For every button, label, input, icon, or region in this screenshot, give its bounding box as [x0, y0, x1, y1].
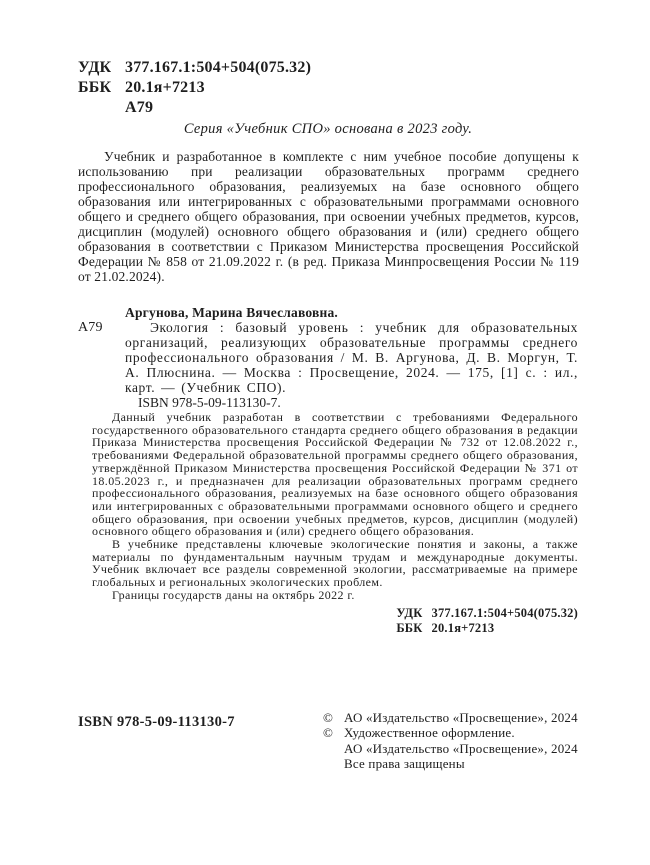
bottom-bbk-line — [396, 621, 578, 636]
catalog-card — [78, 305, 578, 410]
allowance-paragraph: Учебник и разработанное в комплекте с ним учебное пособие допущены к использованию при реализации образовательных программ среднего профессионального образования, реализуемых на базе основного общего образования или интегрированных с образовательными программами основного общего и среднего общего образования, при освоении учебных предметов, курсов, дисциплин (модулей) основного общего образования и (или) среднего общего образования в соответствии с Приказом Министерства просвещения Российской Федерации № 858 от 21.09.2022 г. (в ред. Приказа Минпросвещения России № 119 от 21.02.2024). — [78, 149, 579, 284]
bottom-udk-value: 377.167.1:504+504(075.32) — [431, 605, 578, 620]
annotation-standards-paragraph: Данный учебник разработан в соответствии с требованиями Федерального государственного образовательного стандарта среднего общего образования в редакции Приказа Министерства просвещения Российской Федерации № 732 от 12.08.2022 г., требованиями Федеральной образовательной программы среднего общего образования, утверждённой Приказом Министерства просвещения Российской Федерации № 371 от 18.05.2023 г., и предназначен для реализации образовательных программ среднего профессионального образования, реализуемых на базе основного общего образования или интегрированных с образовательными программами основного общего и среднего общего образования, при освоении учебных предметов, курсов, дисциплин (модулей) основного общего образования и (или) среднего общего образования. — [92, 410, 578, 539]
card-isbn: ISBN 978-5-09-113130-7. — [138, 395, 281, 410]
copyright-line — [323, 725, 578, 740]
card-author-heading: Аргунова, Марина Вячеславовна. — [125, 305, 339, 320]
classification-bottom-block — [92, 606, 578, 636]
footer-isbn: ISBN 978-5-09-113130-7 — [78, 714, 235, 730]
bottom-bbk-label: ББК — [396, 620, 423, 635]
copyright-text: АО «Издательство «Просвещение», 2024 — [344, 710, 578, 725]
bbk-line — [78, 78, 311, 98]
udk-line — [78, 58, 311, 78]
bbk-label: ББК — [78, 79, 112, 96]
classification-block — [78, 58, 311, 118]
card-bibliographic-description: Экология : базовый уровень : учебник для образовательных организаций, реализующих образовательные программы среднего профессионального образования / М. В. Аргунова, Д. В. Моргун, Т. А. Плюснина. — Москва : Просвещение, 2024. — 175, [1] с. : ил., карт. — (Учебник СПО). — [125, 320, 578, 395]
udk-label: УДК — [78, 59, 112, 76]
card-margin-sign: А79 — [78, 320, 103, 335]
bottom-udk-line — [396, 606, 578, 621]
copyright-line — [323, 710, 578, 725]
copyright-list — [323, 710, 578, 772]
series-note: Серия «Учебник СПО» основана в 2023 году. — [183, 121, 473, 137]
copyright-line — [323, 756, 578, 771]
copyright-text: Все права защищены — [344, 756, 465, 772]
copyright-sign: © — [323, 725, 334, 741]
bbk-value: 20.1я+7213 — [125, 79, 205, 96]
author-sign-line — [78, 98, 311, 118]
copyright-text: Художественное оформление. — [344, 725, 515, 741]
annotation-block — [92, 411, 578, 636]
author-sign: А79 — [125, 99, 154, 116]
bottom-bbk-value: 20.1я+7213 — [431, 620, 495, 635]
copyright-line — [323, 741, 578, 756]
bottom-udk-label: УДК — [396, 605, 423, 620]
copyright-text: АО «Издательство «Просвещение», 2024 — [344, 740, 578, 756]
annotation-contents-paragraph: В учебнике представлены ключевые экологические понятия и законы, а также материалы по фундаментальным научным трудам и международные документы. Учебник включает все разделы современной экологии, рассматриваемые на примере глобальных и региональных экологических проблем. — [92, 537, 578, 590]
copyright-sign: © — [323, 710, 334, 725]
borders-note: Границы государств даны на октябрь 2022 г. — [112, 587, 355, 602]
udk-value: 377.167.1:504+504(075.32) — [125, 59, 312, 76]
